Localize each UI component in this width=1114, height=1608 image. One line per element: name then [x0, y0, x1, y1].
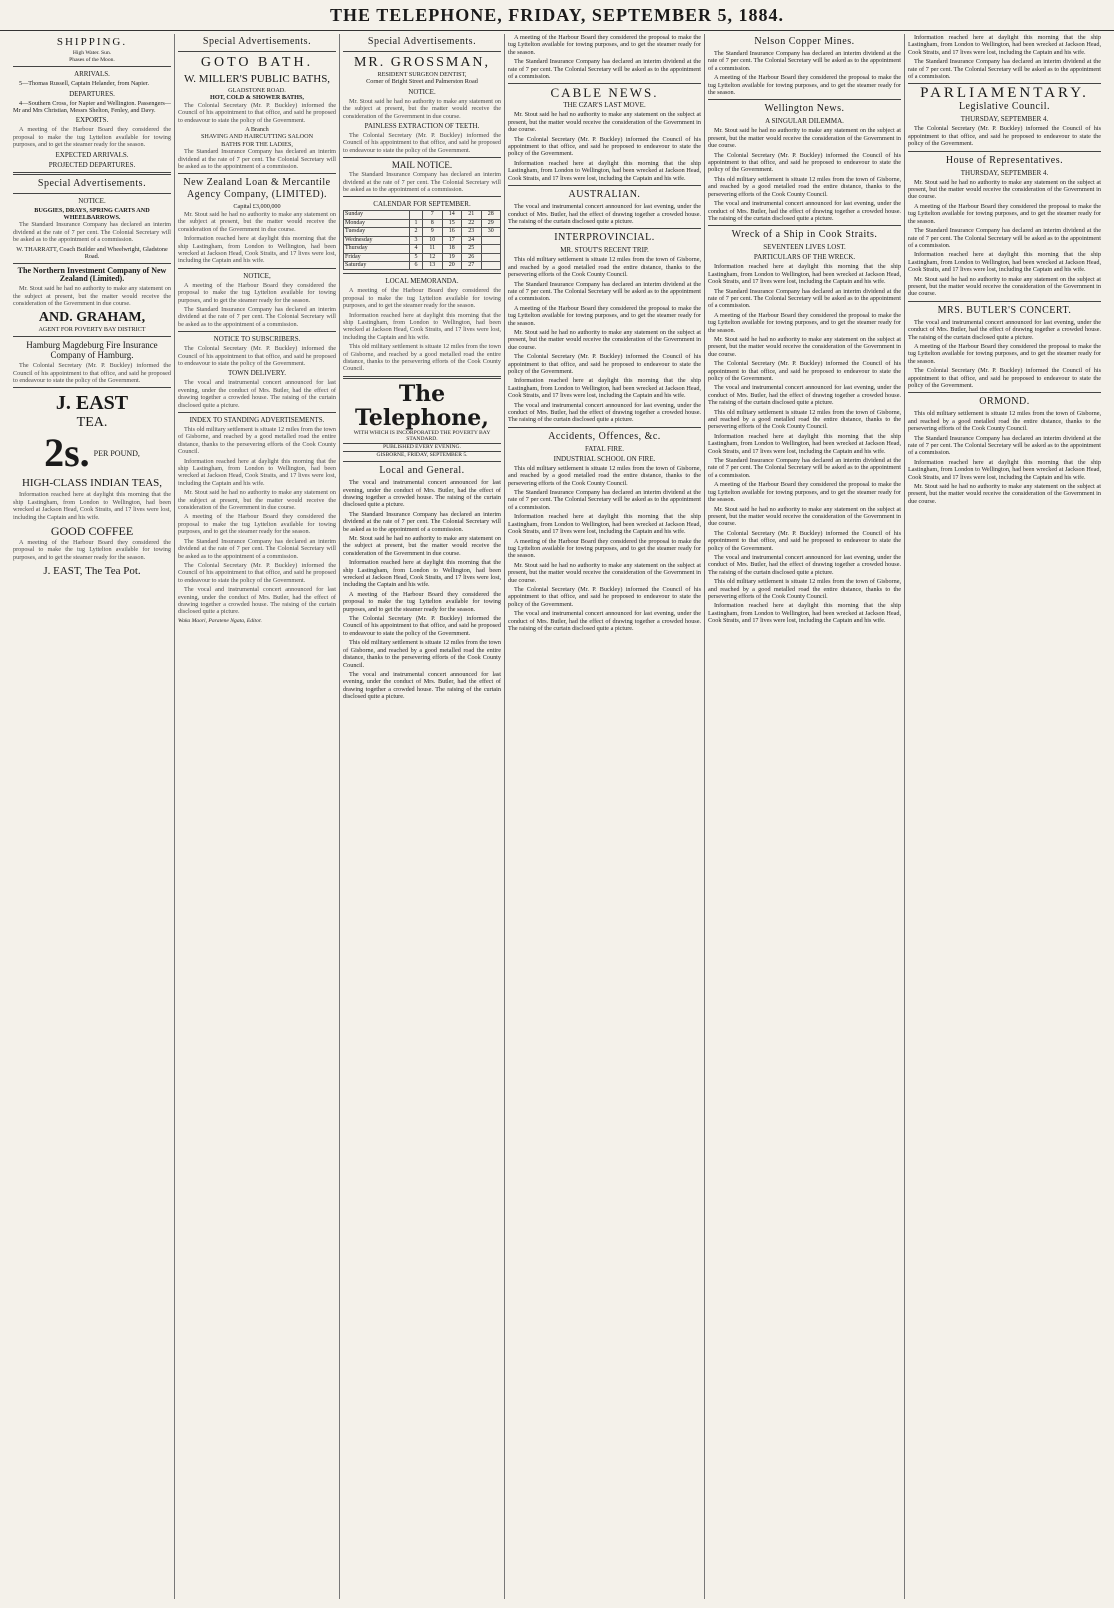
body-text: Mr. Stout said he had no authority to make any statement on the subject at present, but the matter would receive the consideration of the Government in due course. — [178, 210, 336, 233]
tharratt-ad: W. THARRATT, Coach Builder and Wheelwright, Gladstone Road. — [16, 245, 168, 261]
body-text: The Standard Insurance Company has declared an interim dividend at the rate of 7 per cent. The Colonial Secretary will be asked as to the appointment of a commission. — [13, 221, 171, 244]
good-coffee: GOOD COFFEE — [50, 523, 134, 538]
wellington-heading: Wellington News. — [764, 103, 845, 115]
index-footer: Waka Maori, Paratene Ngata, Editor. — [178, 617, 262, 624]
body-text: Mr. Stout said he had no authority to make any statement on the subject at present, but the matter would receive the consideration of the Government in due course. — [708, 505, 901, 528]
calendar-date: 8 — [423, 219, 442, 227]
calendar-date: 26 — [462, 253, 481, 261]
body-text: Mr. Stout said he had no authority to make any statement on the subject at present, but the matter would receive the consideration of the Government in due course. — [908, 178, 1101, 201]
cable-news-heading: CABLE NEWS. — [550, 85, 659, 101]
house-reps: House of Representatives. — [945, 154, 1064, 166]
calendar-row — [344, 245, 501, 253]
body-text: The Colonial Secretary (Mr. P. Buckley) informed the Council of his appointment to that office, and said he proposed to endeavour to state the policy of the Government. — [508, 585, 701, 608]
tea-heading: TEA. — [76, 415, 108, 431]
body-text: The vocal and instrumental concert announced for last evening, under the conduct of Mrs. Butler, had the effect of drawing together a crowded house. The raising of the curtain disclosed quite a picture. — [508, 401, 701, 424]
body-text: The vocal and instrumental concert announced for last evening, under the conduct of Mrs. Butler, had the effect of drawing together a crowded house. The raising of the curtain disclosed quite a picture. — [708, 200, 901, 222]
body-text: A meeting of the Harbour Board they considered the proposal to make the tug Lyttelton available for towing purposes, and to get the steamer ready for the season. — [708, 311, 901, 334]
east-ad-title: J. EAST — [55, 392, 129, 415]
departures-text: 4—Southern Cross, for Napier and Wellington. Passengers—Mr and Mrs Christian, Messrs Shelton, Fenley, and Davy. — [13, 99, 171, 114]
column-advertisements — [175, 34, 340, 1599]
body-text: This old military settlement is situate 12 miles from the town of Gisborne, and reached by a good metalled road the entire distance, thanks to the persevering efforts of the Cook County Council. — [708, 408, 901, 431]
calendar-date: 16 — [442, 228, 461, 236]
calendar-date: 19 — [442, 253, 461, 261]
parliamentary-heading: PARLIAMENTARY. — [920, 85, 1089, 102]
tea-price: 2s. — [44, 430, 90, 476]
calendar-date: 28 — [481, 211, 501, 219]
column-wellington — [705, 34, 905, 1599]
moon-phases: Phases of the Moon. — [69, 56, 115, 63]
arrivals-text: 5—Thomas Russell, Captain Helander, from Napier. — [19, 80, 150, 88]
body-text: The Colonial Secretary (Mr. P. Buckley) informed the Council of his appointment to that office, and said he proposed to endeavour to state the policy of the Government. — [343, 615, 501, 637]
body-text: Mr. Stout said he had no authority to make any statement on the subject at present, but the matter would receive the consideration of the Government in due course. — [708, 335, 901, 358]
body-text: A meeting of the Harbour Board they considered the proposal to make the tug Lyttelton available for towing purposes, and to get the steamer ready for the season. — [508, 304, 701, 327]
body-text: The Standard Insurance Company has declared an interim dividend at the rate of 7 per cent. The Colonial Secretary will be asked as to the appointment of a commission. — [708, 457, 901, 479]
town-delivery: TOWN DELIVERY. — [227, 369, 287, 378]
calendar-day-name: Wednesday — [344, 236, 410, 244]
calendar-row — [344, 211, 501, 219]
body-text: The Standard Insurance Company has declared an interim dividend at the rate of 7 per cent. The Colonial Secretary will be asked as to the appointment of a commission. — [908, 434, 1101, 457]
australian-heading: AUSTRALIAN. — [568, 189, 641, 201]
body-text: Mr. Stout said he had no authority to make any statement on the subject at present, but the matter would receive the consideration of the Government in due course. — [908, 483, 1101, 505]
hot-cold-baths: HOT, COLD & SHOWER BATHS, — [210, 94, 304, 102]
calendar-date — [481, 236, 501, 244]
calendar-day-name: Monday — [344, 219, 410, 227]
calendar-date: 10 — [423, 236, 442, 244]
body-text: Mr. Stout said he had no authority to make any statement on the subject at present, but the matter would receive the consideration of the Government in due course. — [508, 328, 701, 351]
notice-heading: NOTICE, — [243, 271, 271, 280]
calendar-date: 22 — [462, 219, 481, 227]
nelson-heading: Nelson Copper Mines. — [754, 36, 855, 47]
body-text: The Standard Insurance Company has declared an interim dividend at the rate of 7 per cent. The Colonial Secretary will be asked as to the appointment of a commission. — [508, 280, 701, 303]
calendar-date: 4 — [410, 245, 423, 253]
calendar-date: 5 — [410, 253, 423, 261]
east-tea-pot: J. EAST, The Tea Pot. — [43, 565, 141, 578]
calendar-date: 9 — [423, 228, 442, 236]
body-text: The Colonial Secretary (Mr. P. Buckley) informed the Council of his appointment to that office, and said he proposed to endeavour to state the policy of the Government. — [343, 132, 501, 154]
mail-notice: MAIL NOTICE. — [391, 160, 453, 171]
body-text: The vocal and instrumental concert announced for last evening, under the conduct of Mrs. Butler, had the effect of drawing together a crowded house. The raising of the curtain disclosed quite a picture. — [343, 670, 501, 701]
calendar-heading: CALENDAR FOR SEPTEMBER. — [373, 200, 471, 209]
body-text: A meeting of the Harbour Board they considered the proposal to make the tug Lyttelton available for towing purposes, and to get the steamer ready for the season. — [508, 537, 701, 560]
calendar-date — [410, 211, 423, 219]
calendar-row — [344, 228, 501, 236]
hamburg-ad: Hamburg Magdeburg Fire Insurance Company of Hamburg. — [26, 340, 158, 361]
body-text: Information reached here at daylight this morning that the ship Lastingham, from London to Wellington, had been wrecked at Jackson Head, Cook Straits, and 17 lives were lost, including the Captain and his wife. — [508, 159, 701, 182]
body-text: The vocal and instrumental concert announced for last evening, under the conduct of Mrs. Butler, had the effect of drawing together a crowded house. The raising of the curtain disclosed quite a picture. — [508, 610, 701, 632]
body-text: Information reached here at daylight this morning that the ship Lastingham, from London to Wellington, had been wrecked at Jackson Head, Cook Straits, and 17 lives were lost, including the Captain and his wife. — [708, 263, 901, 286]
dilemma-subheading: A SINGULAR DILEMMA. — [765, 117, 844, 126]
body-text: The Standard Insurance Company has declared an interim dividend at the rate of 7 per cent. The Colonial Secretary will be asked as to the appointment of a commission. — [508, 489, 701, 511]
body-text: The Colonial Secretary (Mr. P. Buckley) informed the Council of his appointment to that office, and said he proposed to endeavour to state the policy of the Government. — [508, 353, 701, 375]
wreck-particulars: PARTICULARS OF THE WRECK. — [753, 253, 856, 262]
body-text: A meeting of the Harbour Board they considered the proposal to make the tug Lyttelton available for towing purposes, and to get the steamer ready for the season. — [908, 342, 1101, 365]
body-text: The vocal and instrumental concert announced for last evening, under the conduct of Mrs. Butler, had the effect of drawing together a crowded house. The raising of the curtain disclosed quite a picture. — [708, 553, 901, 576]
butler-concert: MRS. BUTLER'S CONCERT. — [937, 304, 1072, 316]
body-text: This old military settlement is situate 12 miles from the town of Gisborne, and reached by a good metalled road the entire distance, thanks to the persevering efforts of the Cook County Council. — [508, 256, 701, 279]
body-text: Information reached here at daylight this morning that the ship Lastingham, from London to Wellington, had been wrecked at Jackson Head, Cook Straits, and 17 lives were lost, including the Captain and his wife. — [508, 513, 701, 536]
shipping-heading: SHIPPING. — [56, 36, 128, 48]
body-text: The Standard Insurance Company has declared an interim dividend at the rate of 7 per cent. The Colonial Secretary will be asked as to the appointment of a commission. — [178, 305, 336, 328]
local-memoranda: LOCAL MEMORANDA. — [385, 277, 459, 286]
calendar-date: 11 — [423, 245, 442, 253]
exports-heading: EXPORTS. — [75, 116, 109, 125]
expected-heading: EXPECTED ARRIVALS. — [55, 150, 129, 159]
body-text: The Colonial Secretary (Mr. P. Buckley) informed the Council of his appointment to that office, and said he proposed to endeavour to state the policy of the Government. — [13, 362, 171, 384]
body-text: Mr. Stout said he had no authority to make any statement on the subject at present, but the matter would receive the consideration of the Government in due course. — [13, 285, 171, 308]
body-text: A meeting of the Harbour Board they considered the proposal to make the tug Lyttelton available for towing purposes, and to get the steamer ready for the season. — [13, 126, 171, 149]
body-text: Information reached here at daylight this morning that the ship Lastingham, from London to Wellington, had been wrecked at Jackson Head, Cook Straits, and 17 lives were lost, including the Captain and his wife. — [178, 457, 336, 487]
gladstone-road: GLADSTONE ROAD. — [228, 87, 286, 94]
accidents-heading: Accidents, Offences, &c. — [548, 430, 661, 442]
body-text: A meeting of the Harbour Board they considered the proposal to make the tug Lyttelton available for towing purposes, and to get the steamer ready for the season. — [708, 481, 901, 504]
body-text: The Standard Insurance Company has declared an interim dividend at the rate of 7 per cent. The Colonial Secretary will be asked as to the appointment of a commission. — [908, 227, 1101, 249]
body-text: Information reached here at daylight this morning that the ship Lastingham, from London to Wellington, had been wrecked at Jackson Head, Cook Straits, and 17 lives were lost, including the Captain and his wife. — [343, 311, 501, 341]
body-text: The vocal and instrumental concert announced for last evening, under the conduct of Mrs. Butler, had the effect of drawing together a crowded house. The raising of the curtain disclosed quite a picture. — [178, 586, 336, 616]
body-text: The Standard Insurance Company has declared an interim dividend at the rate of 7 per cent. The Colonial Secretary will be asked as to the appointment of a commission. — [178, 537, 336, 560]
body-text: The Colonial Secretary (Mr. P. Buckley) informed the Council of his appointment to that office, and said he proposed to endeavour to state the policy of the Government. — [708, 151, 901, 174]
body-text: A meeting of the Harbour Board they considered the proposal to make the tug Lyttelton available for towing purposes, and to get the steamer ready for the season. — [343, 287, 501, 310]
body-text: The Colonial Secretary (Mr. P. Buckley) informed the Council of his appointment to that office, and said he proposed to endeavour to state the policy of the Government. — [178, 345, 336, 367]
arrivals-heading: ARRIVALS. — [74, 70, 110, 79]
shaving-saloon: SHAVING AND HAIRCUTTING SALOON — [200, 133, 314, 141]
body-text: The Standard Insurance Company has declared an interim dividend at the rate of 7 per cent. The Colonial Secretary will be asked as to the appointment of a commission. — [708, 50, 901, 72]
special-ads-heading: Special Advertisements. — [367, 36, 477, 47]
special-ads-heading: Special Advertisements. — [37, 177, 147, 189]
thursday-date: THURSDAY, SEPTEMBER 4. — [960, 115, 1049, 124]
interprovincial-heading: INTERPROVINCIAL. — [554, 232, 655, 244]
body-text: The Colonial Secretary (Mr. P. Buckley) informed the Council of his appointment to that office, and said he proposed to endeavour to state the policy of the Government. — [178, 561, 336, 584]
body-text: Mr. Stout said he had no authority to make any statement on the subject at present, but the matter would receive the consideration of the Government in due course. — [343, 535, 501, 557]
body-text: The vocal and instrumental concert announced for last evening, under the conduct of Mrs. Butler, had the effect of drawing together a crowded house. The raising of the curtain disclosed quite a picture. — [908, 318, 1101, 341]
goto-bath: GOTO BATH. — [200, 55, 314, 70]
projected-heading: PROJECTED DEPARTURES. — [48, 160, 136, 169]
column-parliament — [905, 34, 1104, 1599]
calendar-date: 20 — [442, 261, 461, 269]
calendar-date — [481, 261, 501, 269]
legislative-council: Legislative Council. — [958, 101, 1051, 113]
body-text: Mr. Stout said he had no authority to make any statement on the subject at present, but the matter would receive the consideration of the Government in due course. — [708, 127, 901, 150]
calendar-date: 6 — [410, 261, 423, 269]
calendar-date: 17 — [442, 236, 461, 244]
body-text: This old military settlement is situate 12 miles from the town of Gisborne, and reached by a good metalled road the entire distance, thanks to the persevering efforts of the Cook County Council. — [343, 639, 501, 669]
body-text: A meeting of the Harbour Board they considered the proposal to make the tug Lyttelton available for towing purposes, and to get the steamer ready for the season. — [708, 74, 901, 97]
body-text: The Standard Insurance Company has declared an interim dividend at the rate of 7 per cent. The Colonial Secretary will be asked as to the appointment of a commission. — [508, 58, 701, 81]
column-shipping — [10, 34, 175, 1599]
body-text: Information reached here at daylight this morning that the ship Lastingham, from London to Wellington, had been wrecked at Jackson Head, Cook Straits, and 17 lives were lost, including the Captain and his wife. — [908, 251, 1101, 274]
calendar-date: 27 — [462, 261, 481, 269]
body-text: The vocal and instrumental concert announced for last evening, under the conduct of Mrs. Butler, had the effect of drawing together a crowded house. The raising of the curtain disclosed quite a picture. — [178, 379, 336, 409]
body-text: Mr. Stout said he had no authority to make any statement on the subject at present, but the matter would receive the consideration of the Government in due course. — [178, 489, 336, 512]
calendar-date: 13 — [423, 261, 442, 269]
body-text: This old military settlement is situate 12 miles from the town of Gisborne, and reached by a good metalled road the entire distance, thanks to the persevering efforts of the Cook County Council. — [708, 175, 901, 198]
calendar-day-name: Tuesday — [344, 228, 410, 236]
body-text: This old military settlement is situate 12 miles from the town of Gisborne, and reached by a good metalled road the entire distance, thanks to the persevering efforts of the Cook County Council. — [908, 410, 1101, 433]
paper-title: The Telephone, — [355, 380, 489, 431]
calendar-date: 23 — [462, 228, 481, 236]
body-text: The Standard Insurance Company has declared an interim dividend at the rate of 7 per cent. The Colonial Secretary will be asked as to the appointment of a commission. — [178, 148, 336, 171]
local-general-heading: Local and General. — [379, 465, 465, 477]
body-text: The Standard Insurance Company has declared an interim dividend at the rate of 7 per cent. The Colonial Secretary will be asked as to the appointment of a commission. — [343, 171, 501, 194]
calendar-date: 1 — [410, 219, 423, 227]
body-text: The Colonial Secretary (Mr. P. Buckley) informed the Council of his appointment to that office, and said he proposed to endeavour to state the policy of the Government. — [708, 529, 901, 552]
calendar-date: 7 — [423, 211, 442, 219]
thursday-date: THURSDAY, SEPTEMBER 4. — [960, 168, 1049, 177]
body-text: The Colonial Secretary (Mr. P. Buckley) informed the Council of his appointment to that office, and said he proposed to endeavour to state the policy of the Government. — [708, 360, 901, 382]
body-text: This old military settlement is situate 12 miles from the town of Gisborne, and reached by a good metalled road the entire distance, thanks to the persevering efforts of the Cook County Council. — [343, 343, 501, 373]
body-text: Information reached here at daylight this morning that the ship Lastingham, from London to Wellington, had been wrecked at Jackson Head, Cook Straits, and 17 lives were lost, including the Captain and his wife. — [708, 602, 901, 625]
body-text: The Standard Insurance Company has declared an interim dividend at the rate of 7 per cent. The Colonial Secretary will be asked as to the appointment of a commission. — [708, 287, 901, 310]
dentist-label: RESIDENT SURGEON DENTIST, — [377, 71, 467, 78]
painless-extraction: PAINLESS EXTRACTION OF TEETH. — [364, 122, 480, 131]
calendar-date: 18 — [442, 245, 461, 253]
branch-label: A Branch — [245, 126, 269, 134]
calendar-date: 21 — [462, 211, 481, 219]
body-text: Mr. Stout said he had no authority to make any statement on the subject at present, but the matter would receive the consideration of the Government in due course. — [508, 561, 701, 584]
price-block — [13, 431, 171, 475]
calendar-date: 29 — [481, 219, 501, 227]
nz-loan-ad: New Zealand Loan & Mercantile Agency Company, (LIMITED). — [183, 177, 331, 201]
miller-baths: W. MILLER'S PUBLIC BATHS, — [183, 73, 331, 85]
body-text: A meeting of the Harbour Board they considered the proposal to make the tug Lyttelton available for towing purposes, and to get the steamer ready for the season. — [908, 202, 1101, 225]
stout-trip: MR. STOUT'S RECENT TRIP. — [560, 246, 649, 255]
calendar-date: 15 — [442, 219, 461, 227]
published-line: PUBLISHED EVERY EVENING. — [343, 443, 501, 452]
graham-ad: AND. GRAHAM, — [38, 309, 146, 325]
fatal-fire: FATAL FIRE. — [584, 444, 625, 453]
body-text: The Colonial Secretary (Mr. P. Buckley) informed the Council of his appointment to that office, and said he proposed to endeavour to state the policy of the Government. — [178, 101, 336, 124]
calendar-date: 3 — [410, 236, 423, 244]
body-text: This old military settlement is situate 12 miles from the town of Gisborne, and reached by a good metalled road the entire distance, thanks to the persevering efforts of the Cook County Council. — [708, 578, 901, 600]
body-text: Information reached here at daylight this morning that the ship Lastingham, from London to Wellington, had been wrecked at Jackson Head, Cook Straits, and 17 lives were lost, including the Captain and his wife. — [343, 559, 501, 589]
body-text: The Standard Insurance Company has declared an interim dividend at the rate of 7 per cent. The Colonial Secretary will be asked as to the appointment of a commission. — [343, 510, 501, 533]
calendar-row — [344, 236, 501, 244]
ormond-heading: ORMOND. — [979, 396, 1030, 408]
dentist-address: Corner of Bright Street and Palmerston Road — [366, 78, 478, 86]
calendar-day-name: Thursday — [344, 245, 410, 253]
body-text: Mr. Stout said he had no authority to make any statement on the subject at present, but the matter would receive the consideration of the Government in due course. — [508, 111, 701, 134]
body-text: The Colonial Secretary (Mr. P. Buckley) informed the Council of his appointment to that office, and said he proposed to endeavour to state the policy of the Government. — [908, 125, 1101, 148]
columns — [10, 34, 1104, 1599]
notice-heading: NOTICE. — [78, 196, 106, 205]
buggies-ad: BUGGIES, DRAYS, SPRING CARTS AND WHEELBARROWS. — [34, 206, 150, 222]
body-text: The vocal and instrumental concert announced for last evening, under the conduct of Mrs. Butler, had the effect of drawing together a crowded house. The raising of the curtain disclosed quite a picture. — [508, 203, 701, 225]
body-text: A meeting of the Harbour Board they considered the proposal to make the tug Lyttelton available for towing purposes, and to get the steamer ready for the season. — [178, 513, 336, 536]
body-text: A meeting of the Harbour Board they considered the proposal to make the tug Lyttelton available for towing purposes, and to get the steamer ready for the season. — [13, 538, 171, 561]
calendar-date: 30 — [481, 228, 501, 236]
column-local — [340, 34, 505, 1599]
calendar-date — [481, 253, 501, 261]
body-text: This old military settlement is situate 12 miles from the town of Gisborne, and reached by a good metalled road the entire distance, thanks to the persevering efforts of the Cook County Council. — [178, 426, 336, 456]
body-text: Information reached here at daylight this morning that the ship Lastingham, from London to Wellington, had been wrecked at Jackson Head, Cook Straits, and 17 lives were lost, including the Captain and his wife. — [178, 235, 336, 265]
paper-subtitle: WITH WHICH IS INCORPORATED THE POVERTY BAY STANDARD. — [353, 429, 491, 443]
body-text: Information reached here at daylight this morning that the ship Lastingham, from London to Wellington, had been wrecked at Jackson Head, Cook Straits, and 17 lives were lost, including the Captain and his wife. — [708, 432, 901, 455]
body-text: The Colonial Secretary (Mr. P. Buckley) informed the Council of his appointment to that office, and said he proposed to endeavour to state the policy of the Government. — [508, 135, 701, 158]
calendar-row — [344, 219, 501, 227]
calendar-date: 24 — [462, 236, 481, 244]
calendar-day-name: Sunday — [344, 211, 410, 219]
masthead: THE TELEPHONE, FRIDAY, SEPTEMBER 5, 1884. — [0, 0, 1114, 31]
notice-heading: NOTICE. — [408, 87, 436, 96]
body-text: This old military settlement is situate 12 miles from the town of Gisborne, and reached by a good metalled road the entire distance, thanks to the persevering efforts of the Cook County Council. — [508, 464, 701, 487]
dateline: GISBORNE, FRIDAY, SEPTEMBER 5. — [376, 451, 468, 458]
body-text: Information reached here at daylight this morning that the ship Lastingham, from London to Wellington, had been wrecked at Jackson Head, Cook Straits, and 17 lives were lost, including the Captain and his wife. — [908, 458, 1101, 481]
special-ads-heading: Special Advertisements. — [202, 36, 312, 47]
wreck-heading: Wreck of a Ship in Cook Straits. — [731, 229, 878, 241]
body-text: The vocal and instrumental concert announced for last evening, under the conduct of Mrs. Butler, had the effect of drawing together a crowded house. The raising of the curtain disclosed quite a picture. — [343, 479, 501, 509]
grossman-ad: MR. GROSSMAN, — [353, 55, 491, 70]
subscribers-notice: NOTICE TO SUBSCRIBERS. — [213, 335, 301, 344]
calendar-date: 25 — [462, 245, 481, 253]
body-text: Information reached here at daylight this morning that the ship Lastingham, from London to Wellington, had been wrecked at Jackson Head, Cook Straits, and 17 lives were lost, including the Captain and his wife. — [508, 377, 701, 400]
body-text: Information reached here at daylight this morning that the ship Lastingham, from London to Wellington, had been wrecked at Jackson Head, Cook Straits, and 17 lives were lost, including the Captain and his wife. — [908, 34, 1101, 56]
industrial-school: INDUSTRIAL SCHOOL ON FIRE. — [553, 454, 656, 463]
czar-subheading: THE CZAR'S LAST MOVE. — [563, 101, 646, 110]
graham-sub: AGENT FOR POVERTY BAY DISTRICT — [38, 325, 146, 333]
ladies-baths: BATHS FOR THE LADIES, — [221, 140, 293, 148]
body-text: A meeting of the Harbour Board they considered the proposal to make the tug Lyttelton available for towing purposes, and to get the steamer ready for the season. — [178, 281, 336, 304]
calendar-day-name: Saturday — [344, 261, 410, 269]
lives-lost: SEVENTEEN LIVES LOST. — [763, 243, 846, 252]
per-pound: PER POUND, — [93, 448, 140, 458]
capital-line: Capital £3,000,000 — [233, 203, 281, 211]
northern-investment-ad: The Northern Investment Company of New Zealand (Limited). — [17, 266, 167, 284]
indian-teas: HIGH-CLASS INDIAN TEAS, — [21, 477, 163, 490]
body-text: Mr. Stout said he had no authority to make any statement on the subject at present, but the matter would receive the consideration of the Government in due course. — [343, 97, 501, 120]
departures-heading: DEPARTURES. — [69, 89, 115, 98]
column-cable — [505, 34, 705, 1599]
body-text: The Standard Insurance Company has declared an interim dividend at the rate of 7 per cent. The Colonial Secretary will be asked as to the appointment of a commission. — [908, 58, 1101, 81]
body-text: A meeting of the Harbour Board they considered the proposal to make the tug Lyttelton available for towing purposes, and to get the steamer ready for the season. — [343, 590, 501, 613]
body-text: Mr. Stout said he had no authority to make any statement on the subject at present, but the matter would receive the consideration of the Government in due course. — [908, 275, 1101, 298]
tides-label: High Water. Sun. — [72, 50, 112, 56]
calendar-date — [481, 245, 501, 253]
calendar-date: 2 — [410, 228, 423, 236]
body-text: The Colonial Secretary (Mr. P. Buckley) informed the Council of his appointment to that office, and said he proposed to endeavour to state the policy of the Government. — [908, 367, 1101, 389]
calendar-table — [343, 210, 501, 270]
calendar-row — [344, 261, 501, 269]
body-text: Information reached here at daylight this morning that the ship Lastingham, from London to Wellington, had been wrecked at Jackson Head, Cook Straits, and 17 lives were lost, including the Captain and his wife. — [13, 491, 171, 521]
calendar-date: 12 — [423, 253, 442, 261]
calendar-row — [344, 253, 501, 261]
standing-ads-index: INDEX TO STANDING ADVERTISEMENTS. — [189, 416, 325, 424]
calendar-date: 14 — [442, 211, 461, 219]
body-text: A meeting of the Harbour Board they considered the proposal to make the tug Lyttelton available for towing purposes, and to get the steamer ready for the season. — [508, 34, 701, 56]
calendar-day-name: Friday — [344, 253, 410, 261]
body-text: The vocal and instrumental concert announced for last evening, under the conduct of Mrs. Butler, had the effect of drawing together a crowded house. The raising of the curtain disclosed quite a picture. — [708, 384, 901, 407]
